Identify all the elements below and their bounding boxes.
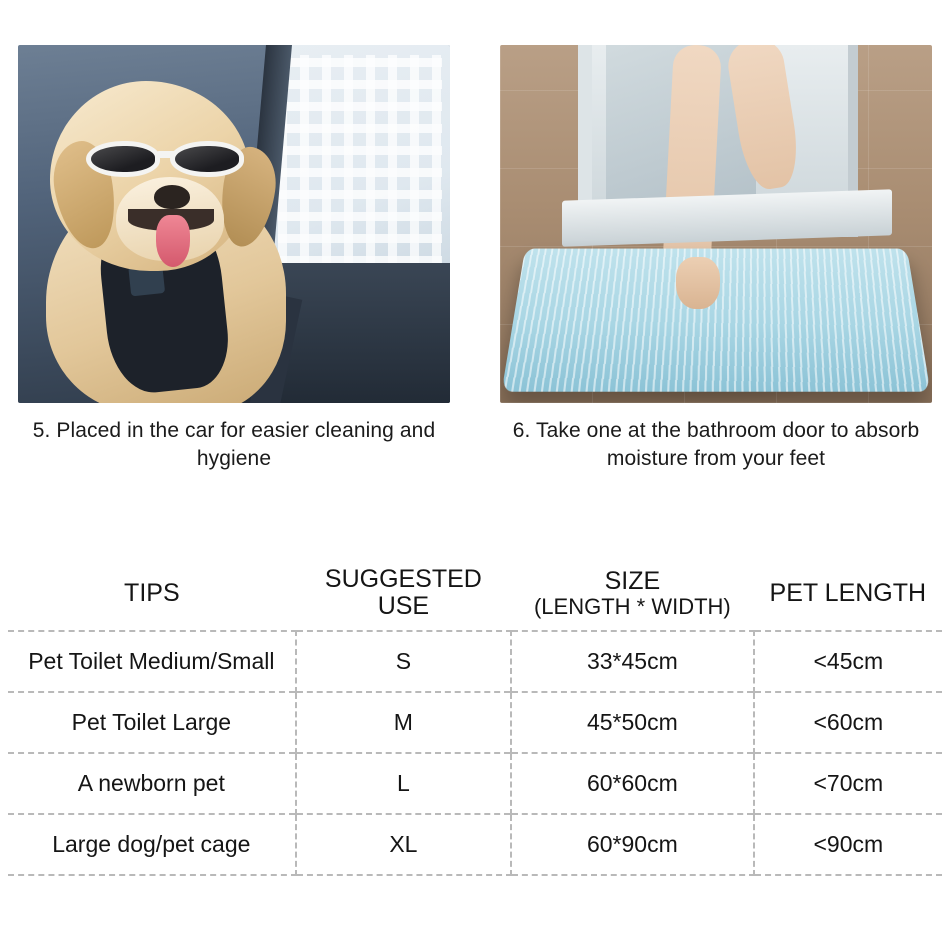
size-spec-table-wrapper bbox=[8, 560, 942, 876]
cell-pet-length: <70cm bbox=[754, 753, 942, 814]
size-spec-table bbox=[8, 560, 942, 876]
golden-retriever bbox=[26, 53, 296, 403]
cell-pet-length: <45cm bbox=[754, 631, 942, 692]
panel-caption: 6. Take one at the bathroom door to absorb moisture from your feet bbox=[512, 419, 920, 470]
cell-size: 60*60cm bbox=[511, 753, 754, 814]
header-size bbox=[511, 560, 754, 631]
cell-size: 33*45cm bbox=[511, 631, 754, 692]
cell-use: S bbox=[296, 631, 511, 692]
cell-tips: Large dog/pet cage bbox=[8, 814, 296, 875]
header-size-sub: (LENGTH * WIDTH) bbox=[533, 593, 731, 619]
person-foot bbox=[676, 257, 720, 309]
bathroom-floor-background bbox=[500, 45, 932, 403]
sunglasses-lens-right bbox=[170, 141, 244, 177]
table-row bbox=[8, 814, 942, 875]
cell-size: 45*50cm bbox=[511, 692, 754, 753]
dog-tongue bbox=[156, 215, 190, 267]
cell-tips: Pet Toilet Medium/Small bbox=[8, 631, 296, 692]
dog-nose bbox=[154, 185, 190, 209]
table-row bbox=[8, 753, 942, 814]
table-header-row bbox=[8, 560, 942, 631]
dog-in-car-photo bbox=[18, 45, 450, 403]
cell-pet-length: <60cm bbox=[754, 692, 942, 753]
cell-use: M bbox=[296, 692, 511, 753]
sunglasses-icon bbox=[86, 139, 262, 179]
car-interior-background bbox=[18, 45, 450, 403]
header-suggested-use: SUGGESTED USE bbox=[324, 565, 482, 620]
panel-caption: 5. Placed in the car for easier cleaning and hygiene bbox=[32, 419, 436, 470]
table-header bbox=[8, 560, 942, 631]
cell-size: 60*90cm bbox=[511, 814, 754, 875]
table-body bbox=[8, 631, 942, 875]
table-row bbox=[8, 692, 942, 753]
cell-use: L bbox=[296, 753, 511, 814]
dog-head bbox=[50, 81, 250, 271]
header-tips: TIPS bbox=[124, 578, 180, 607]
cell-pet-length: <90cm bbox=[754, 814, 942, 875]
header-size-main: SIZE bbox=[604, 566, 661, 595]
header-pet-length: PET LENGTH bbox=[769, 578, 927, 607]
panel-car bbox=[18, 45, 450, 472]
cell-tips: Pet Toilet Large bbox=[8, 692, 296, 753]
photo-panels bbox=[0, 45, 950, 472]
cell-use: XL bbox=[296, 814, 511, 875]
bathroom-door-mat-photo bbox=[500, 45, 932, 403]
cell-tips: A newborn pet bbox=[8, 753, 296, 814]
table-row bbox=[8, 631, 942, 692]
sunglasses-lens-left bbox=[86, 141, 160, 177]
panel-bathroom bbox=[500, 45, 932, 472]
